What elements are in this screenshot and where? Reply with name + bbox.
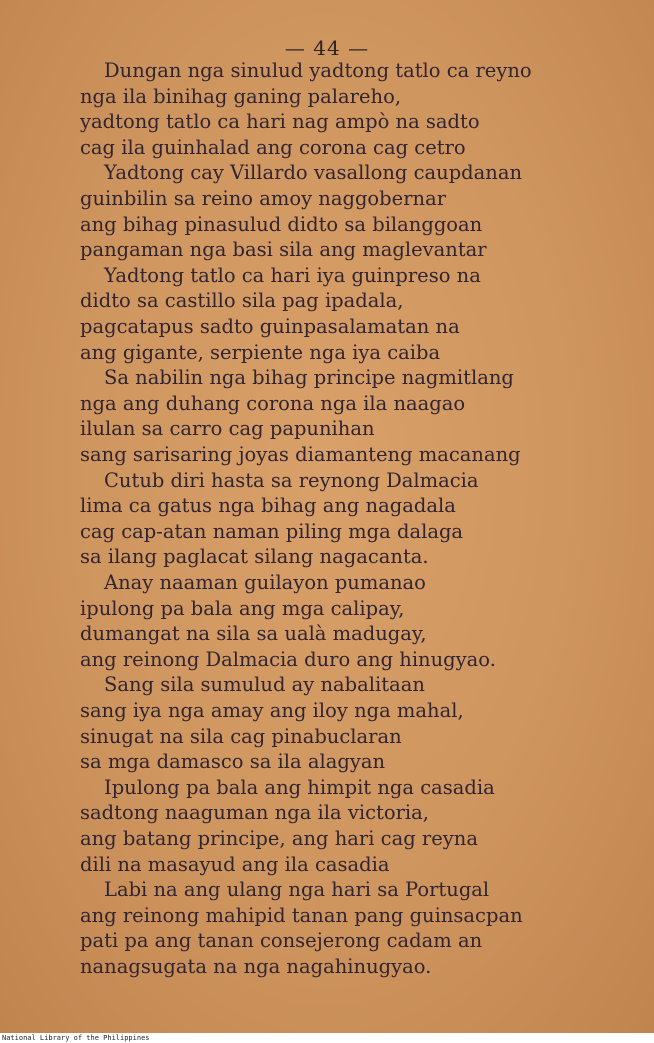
footer-bar [0,1033,654,1043]
poem-line: cag ila guinhalad ang corona cag cetro [80,135,466,159]
poem-line: Labi na ang ulang nga hari sa Portugal [104,878,490,902]
poem-line: Ipulong pa bala ang himpit nga casadia [104,775,495,799]
poem-line: Anay naaman guilayon pumanao [104,571,426,594]
poem-line: ang gigante, serpiente nga iya caiba [80,340,441,364]
poem-line: ilulan sa carro cag papunihan [80,417,375,441]
poem-line: sa mga damasco sa ila alagyan [80,750,386,774]
poem-line: nanagsugata na nga nagahinugyao. [80,955,432,978]
poem-line: cag cap-atan naman piling mga dalaga [80,519,464,543]
poem-line: Cutub diri hasta sa reynong Dalmacia [104,468,479,492]
poem-line: pangaman nga basi sila ang maglevantar [80,238,487,262]
poem-line: nga ang duhang corona nga ila naagao [80,391,466,415]
poem-line: ang reinong Dalmacia duro ang hinugyao. [80,647,496,671]
poem-line: nga ila binihag ganing palareho, [80,84,402,108]
poem-line: ipulong pa bala ang mga calipay, [80,596,405,620]
poem-line: sang sarisaring joyas diamanteng macanang [80,443,521,466]
poem-line: Sang sila sumulud ay nabalitaan [104,673,425,697]
library-credit: National Library of the Philippines [2,1034,150,1042]
poem-line: pati pa ang tanan consejerong cadam an [80,929,483,953]
poem-line: sang iya nga amay ang iloy nga mahal, [80,699,464,722]
poem-line: Sa nabilin nga bihag principe nagmitlang [104,366,514,390]
poem-line: dili na masayud ang ila casadia [80,852,390,876]
poem-line: sa ilang paglacat silang nagacanta. [80,545,429,569]
poem-line: sinugat na sila cag pinabuclaran [80,724,402,748]
poem-line: ang batang principe, ang hari cag reyna [80,827,478,850]
poem-line: yadtong tatlo ca hari nag ampò na sadto [80,110,480,134]
poem-line: didto sa castillo sila pag ipadala, [80,289,404,313]
poem-line: Dungan nga sinulud yadtong tatlo ca reyno [104,59,532,82]
poem-line: lima ca gatus nga bihag ang nagadala [80,494,456,518]
poem-line: dumangat na sila sa ualà madugay, [80,622,427,646]
poem-line: Yadtong cay Villardo vasallong caupdanan [104,161,523,185]
poem-line: sadtong naaguman nga ila victoria, [80,801,429,825]
poem-line: pagcatapus sadto guinpasalamatan na [80,315,460,338]
poem-line: Yadtong tatlo ca hari iya guinpreso na [104,263,481,287]
poem-line: ang bihag pinasulud didto sa bilanggoan [80,212,483,236]
poem-line: ang reinong mahipid tanan pang guinsacpan [80,903,523,927]
poem-line: guinbilin sa reino amoy naggobernar [80,187,447,210]
page-number: — 44 — [284,36,370,60]
